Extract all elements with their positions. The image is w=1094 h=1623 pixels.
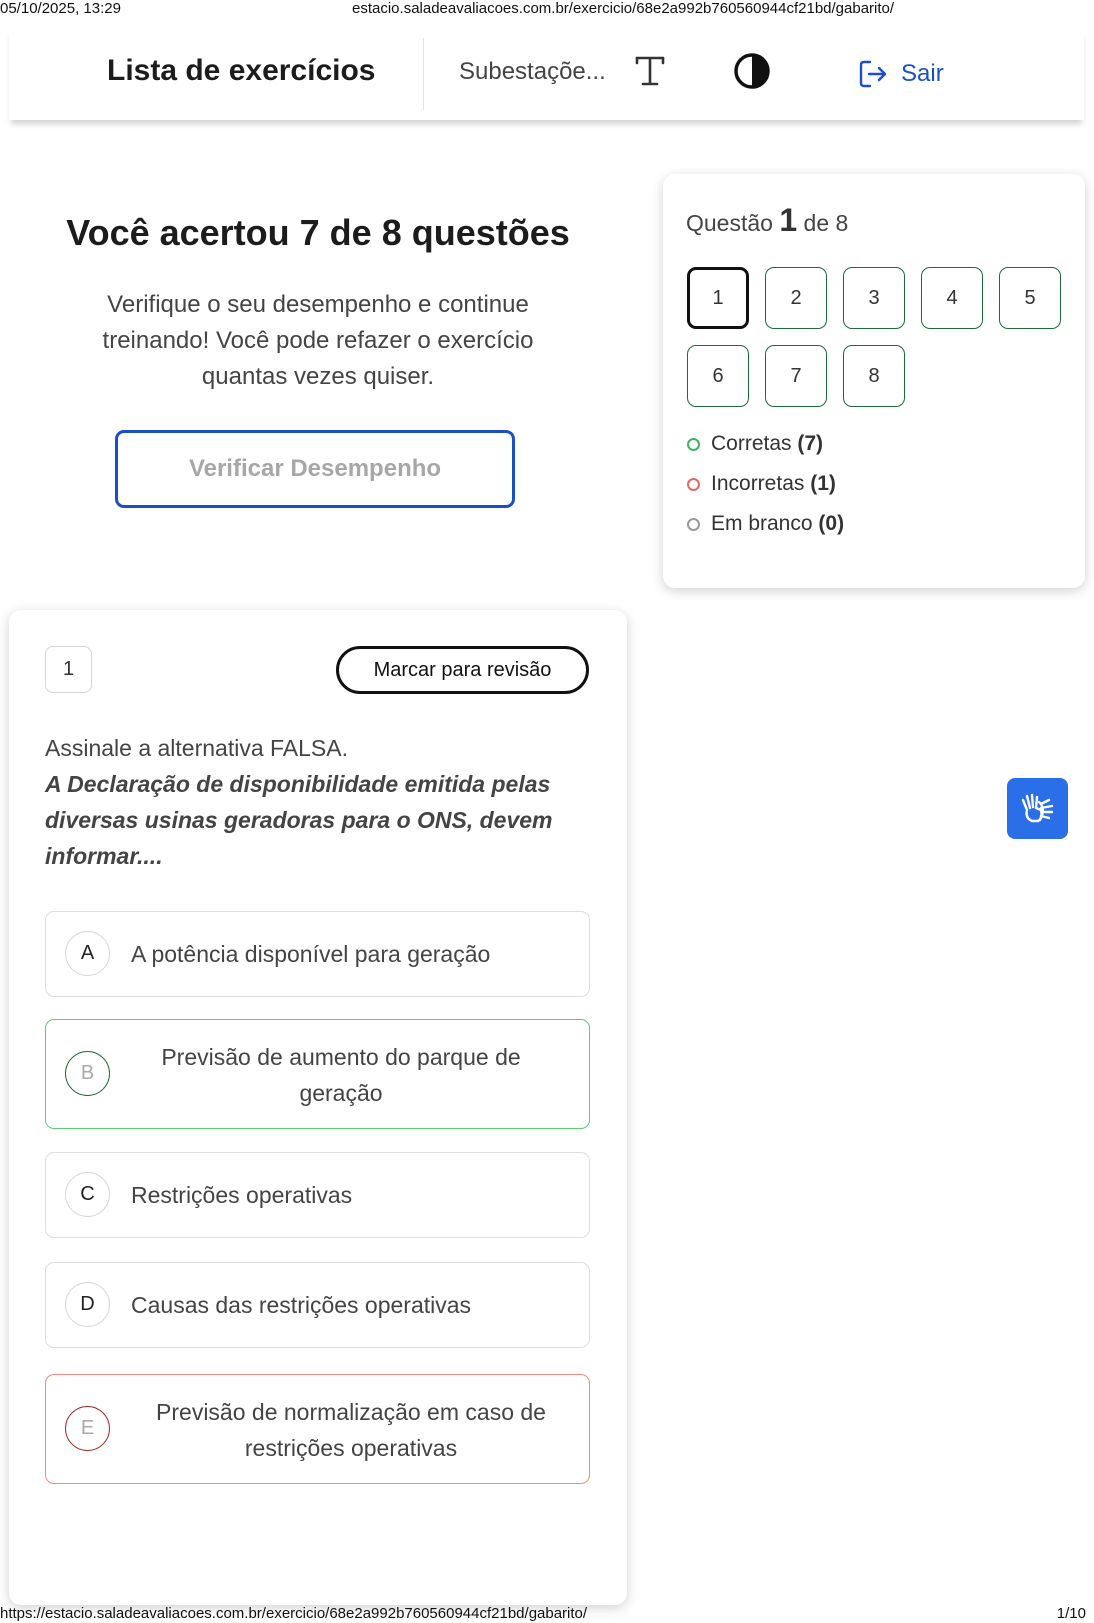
print-header [0, 0, 1094, 18]
legend-dot-icon [687, 438, 700, 451]
question-intro: Assinale a alternativa FALSA. [45, 735, 348, 761]
print-footer-url: https://estacio.saladeavaliacoes.com.br/exercicio/68e2a992b760560944cf21bd/gabarito/ [0, 1605, 588, 1622]
option-text: Restrições operativas [131, 1182, 353, 1208]
header-divider [423, 38, 424, 110]
sign-language-icon [1019, 790, 1057, 828]
legend-label: Incorretas [711, 472, 805, 495]
option-a[interactable] [45, 911, 590, 997]
option-text: A potência disponível para geração [131, 941, 491, 967]
app-title: Lista de exercícios [107, 54, 376, 87]
logout-icon [857, 58, 889, 90]
option-letter: C [65, 1172, 110, 1217]
logout-label: Sair [901, 60, 944, 87]
option-letter: B [65, 1051, 110, 1096]
subject-name: Subestaçõe... [459, 58, 606, 85]
legend-label: Em branco [711, 512, 813, 535]
legend-incorrect [687, 472, 836, 496]
legend-count: (7) [797, 432, 824, 455]
result-title: Você acertou 7 de 8 questões [66, 212, 570, 253]
legend-correct [687, 432, 823, 456]
font-size-icon[interactable] [633, 50, 667, 90]
print-footer [0, 1605, 1094, 1623]
print-page-number: 1/10 [1056, 1605, 1086, 1622]
question-number: 1 [45, 646, 92, 693]
option-text: Causas das restrições operativas [131, 1292, 472, 1318]
counter-prefix: Questão [686, 210, 773, 236]
option-b[interactable] [45, 1019, 590, 1129]
legend-dot-icon [687, 478, 700, 491]
question-counter [686, 202, 848, 239]
sign-language-button[interactable] [1007, 778, 1068, 839]
question-nav-button[interactable]: 5 [999, 267, 1061, 329]
question-nav-button[interactable]: 3 [843, 267, 905, 329]
contrast-icon[interactable] [733, 52, 771, 90]
option-letter: D [65, 1282, 110, 1327]
result-text: Verifique o seu desempenho e continue treinando! Você pode refazer o exercício quantas vezes quiser. [102, 291, 534, 390]
top-bar [9, 30, 1084, 120]
question-nav-button[interactable]: 1 [687, 267, 749, 329]
option-c[interactable] [45, 1152, 590, 1238]
option-letter: E [65, 1406, 110, 1451]
question-stem [45, 730, 590, 874]
print-url: estacio.saladeavaliacoes.com.br/exercicio/68e2a992b760560944cf21bd/gabarito/ [352, 0, 895, 17]
option-e[interactable] [45, 1374, 590, 1484]
verify-performance-button[interactable]: Verificar Desempenho [115, 430, 515, 508]
question-nav-button[interactable]: 6 [687, 345, 749, 407]
question-nav-button[interactable]: 7 [765, 345, 827, 407]
counter-current: 1 [779, 202, 798, 238]
legend-label: Corretas [711, 432, 792, 455]
option-letter: A [65, 931, 110, 976]
counter-suffix: de 8 [803, 210, 849, 236]
question-navigation-card [663, 174, 1085, 588]
option-text: Previsão de aumento do parque de geração [161, 1044, 521, 1106]
legend-blank [687, 512, 844, 536]
option-d[interactable] [45, 1262, 590, 1348]
question-statement: A Declaração de disponibilidade emitida pelas diversas usinas geradoras para o ONS, devem informar.... [45, 771, 553, 869]
logout-button[interactable] [857, 54, 944, 94]
question-nav-button[interactable]: 2 [765, 267, 827, 329]
question-nav-button[interactable]: 8 [843, 345, 905, 407]
option-text: Previsão de normalização em caso de restrições operativas [156, 1399, 546, 1461]
question-nav-button[interactable]: 4 [921, 267, 983, 329]
print-datetime: 05/10/2025, 13:29 [0, 0, 121, 17]
mark-for-review-button[interactable]: Marcar para revisão [336, 646, 589, 694]
legend-dot-icon [687, 518, 700, 531]
question-card [9, 610, 627, 1605]
legend-count: (1) [810, 472, 836, 495]
legend-count: (0) [818, 512, 845, 535]
